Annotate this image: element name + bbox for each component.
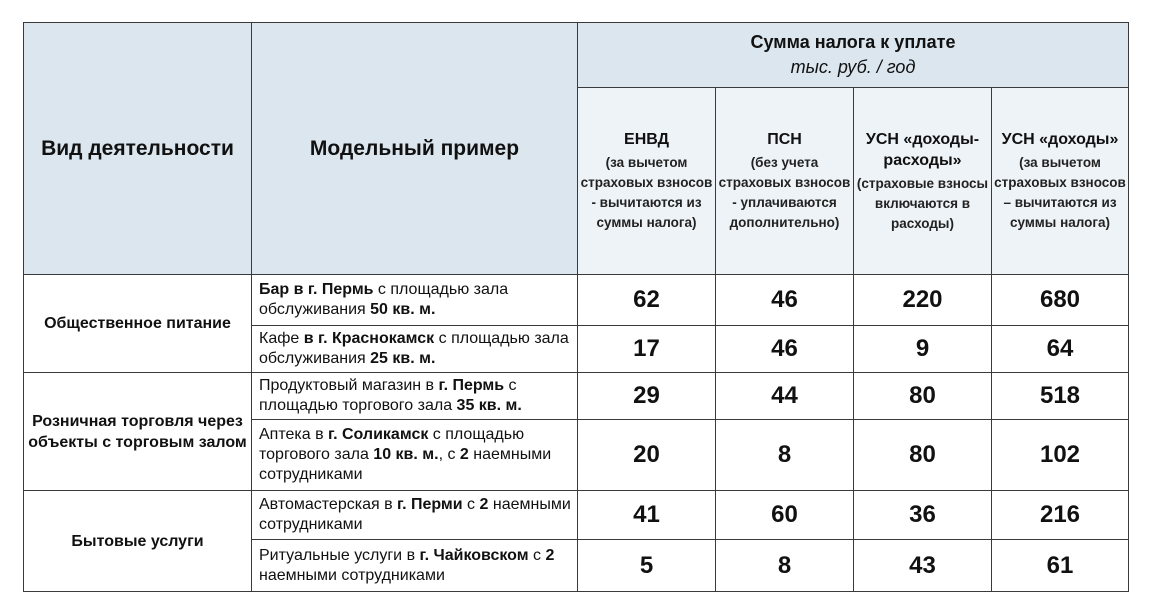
example-text: с площадью торгового зала [259,426,525,463]
envd-note-line: суммы налога) [596,215,697,230]
psn-note-line: страховых взносов [718,175,851,190]
example-text: Продуктовый магазин в [259,377,439,394]
example-bold-text: в г. Пермь [289,281,374,298]
usn-income-expenses-value: 43 [854,540,992,592]
example-text: Ритуальные услуги в [259,546,420,564]
example-text: с [462,496,480,513]
example-bold-text: 2 [479,496,489,513]
activity-cell: Общественное питание [24,275,252,373]
example-bold-text: 2 [459,446,469,463]
example-bold-text: г. Чайковском [419,546,529,564]
activity-cell [24,373,252,491]
psn-note-line: - уплачиваются [732,195,837,210]
example-bold-text: Бар [259,281,290,298]
usn-income-expenses-value: 80 [854,420,992,491]
envd-column-header [578,88,716,275]
envd-note-line: (за вычетом [605,155,688,170]
usn-income-column-header [992,88,1129,275]
example-cell [252,491,578,540]
example-cell [252,420,578,491]
usn-income-value: 680 [992,275,1129,326]
example-text: наемными сотрудниками [259,496,571,533]
activity-cell: Бытовые услуги [24,491,252,592]
example-bold-text: 50 кв. м. [370,301,436,318]
usn-ie-title-line: расходы» [883,151,962,169]
psn-value: 8 [716,540,854,592]
example-text: наемными сотрудниками [259,566,445,584]
usn-income-note-line: суммы налога) [1009,215,1111,230]
envd-title: ЕНВД [624,131,669,148]
example-cell [252,540,578,592]
example-text: с [528,546,546,564]
envd-note-line: страховых взносов [580,175,713,190]
example-bold-text: 25 кв. м. [370,350,436,367]
usn-ie-title-line: УСН «доходы- [865,130,980,148]
envd-value: 17 [578,326,716,373]
psn-note-line: дополнительно) [729,215,840,230]
usn-ie-note-line: включаются в [874,195,971,211]
psn-value: 8 [716,420,854,491]
example-cell [252,275,578,326]
envd-value: 29 [578,373,716,420]
usn-income-expenses-value: 80 [854,373,992,420]
psn-value: 60 [716,491,854,540]
activity-line: Розничная торговля через [32,412,243,430]
psn-value: 46 [716,326,854,373]
activity-line: объекты с торговым залом [28,433,247,451]
activity-column-header: Вид деятельности [24,23,252,275]
envd-value: 62 [578,275,716,326]
example-bold-text: г. Пермь [438,377,505,394]
psn-column-header [716,88,854,275]
tax-sum-title: Сумма налога к уплате [750,32,956,52]
example-text: с площадью зала обслуживания [259,281,509,318]
usn-income-value: 61 [992,540,1129,592]
table-body [24,275,1129,592]
usn-income-expenses-value: 220 [854,275,992,326]
table-row [24,491,1129,540]
tax-comparison-table [23,22,1129,592]
tax-sum-unit: тыс. руб. / год [790,57,916,77]
usn-income-value: 518 [992,373,1129,420]
example-text: , с [438,446,460,463]
envd-value: 5 [578,540,716,592]
example-text: Автомастерская в [259,496,398,513]
example-bold-text: 10 кв. м. [373,446,439,463]
usn-income-expenses-value: 36 [854,491,992,540]
example-text: с площадью торгового зала [259,377,517,414]
usn-income-expenses-value: 9 [854,326,992,373]
table-row [24,373,1129,420]
example-text: Аптека в [259,426,329,443]
envd-value: 41 [578,491,716,540]
envd-value: 20 [578,420,716,491]
usn-income-note-line: (за вычетом [1019,155,1101,170]
example-bold-text: г. Перми [397,496,463,513]
psn-value: 44 [716,373,854,420]
example-bold-text: 2 [545,546,555,564]
usn-ie-note-line: расходы) [891,215,954,231]
example-text: Кафе [259,330,300,347]
usn-income-note-line: страховых взносов [994,175,1126,190]
example-text: с площадью зала обслуживания [259,330,569,367]
psn-title: ПСН [767,131,802,148]
usn-income-expenses-column-header [854,88,992,275]
example-column-header: Модельный пример [252,23,578,275]
example-text: наемными сотрудниками [259,446,552,483]
envd-note-line: - вычитаются из [591,195,702,210]
usn-income-value: 64 [992,326,1129,373]
example-bold-text: 35 кв. м. [456,397,522,414]
table-row [24,275,1129,326]
psn-note-line: (без учета [750,155,819,170]
usn-income-title: УСН «доходы» [1001,131,1119,148]
usn-income-note-line: – вычитаются из [1003,195,1117,210]
tax-sum-header [578,23,1129,88]
usn-income-value: 216 [992,491,1129,540]
example-cell [252,373,578,420]
example-cell [252,326,578,373]
example-bold-text: в г. Краснокамск [299,330,435,347]
usn-ie-note-line: (страховые взносы [856,175,989,191]
example-bold-text: г. Соликамск [328,426,429,443]
psn-value: 46 [716,275,854,326]
usn-income-value: 102 [992,420,1129,491]
